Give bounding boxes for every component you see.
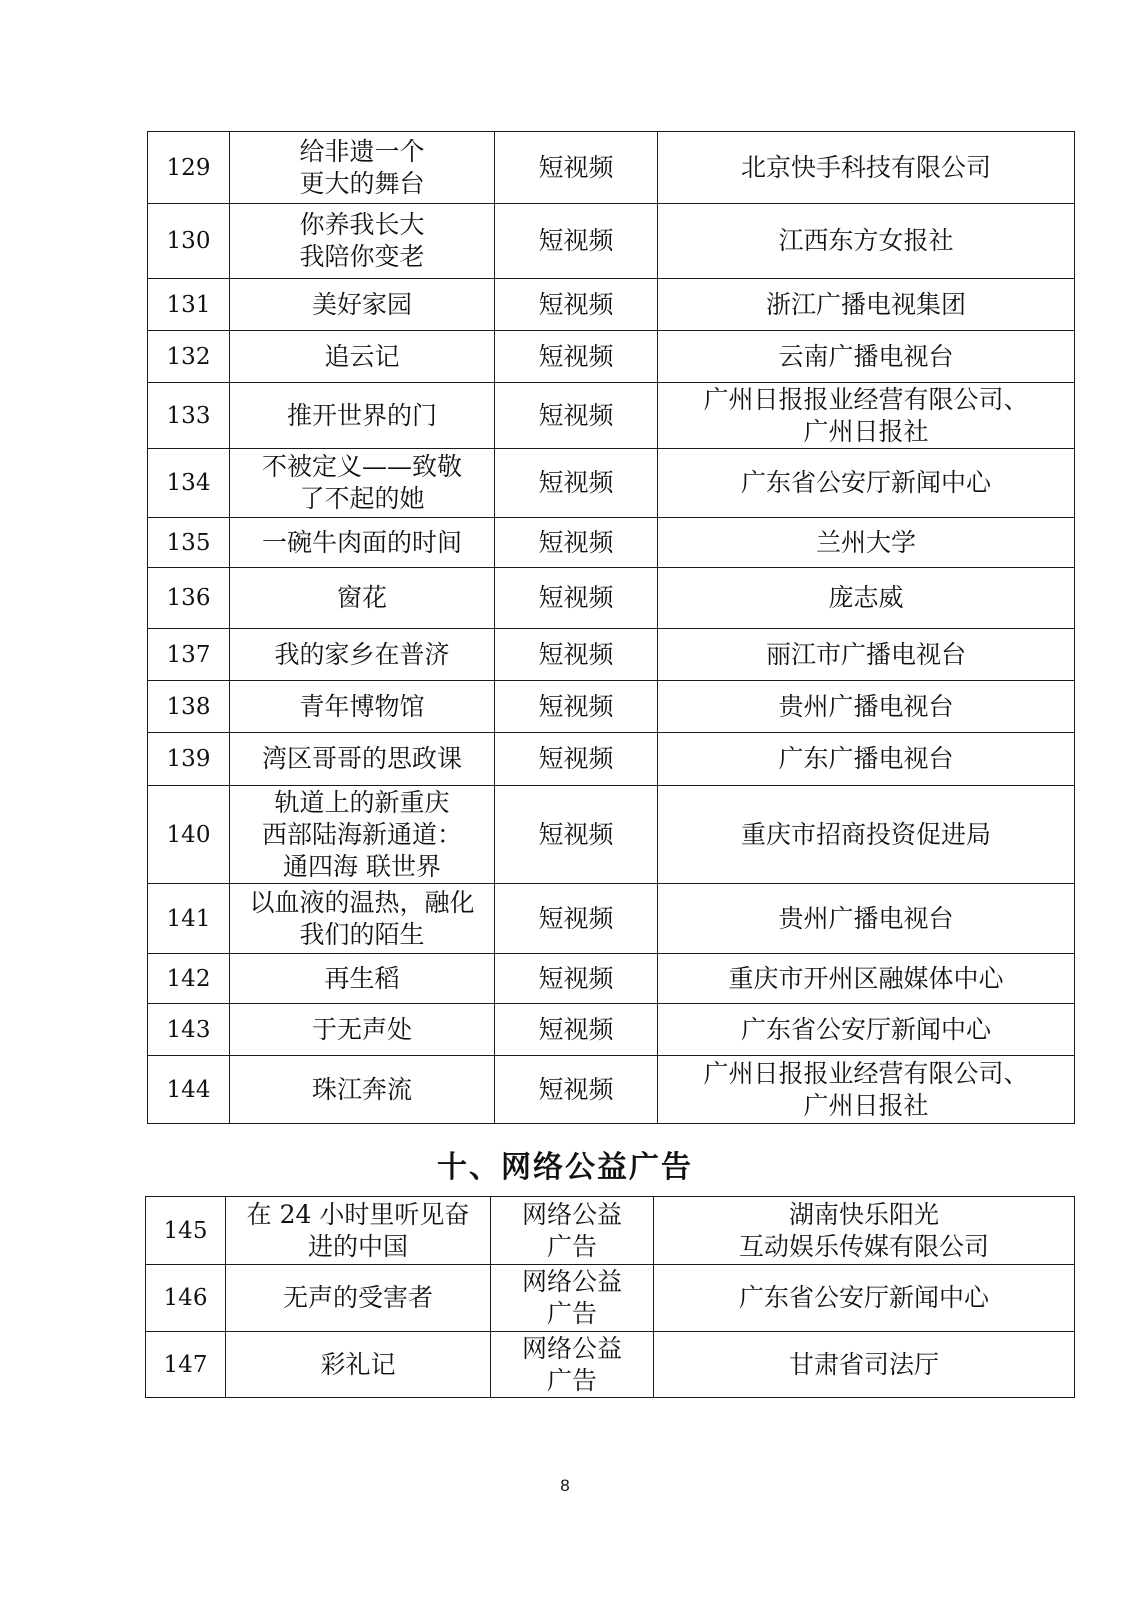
cell-number: 144: [148, 1056, 230, 1124]
table-row: [148, 331, 1075, 383]
cell-category-line: 短视频: [538, 341, 614, 371]
cell-category: [495, 954, 658, 1004]
cell-work-title-line: 于无声处: [311, 1014, 412, 1044]
cell-category-line: 短视频: [538, 226, 614, 255]
table-row: [148, 954, 1075, 1004]
cell-category-line: 广告: [546, 1365, 597, 1395]
cell-category: [495, 1056, 658, 1124]
cell-category: [495, 786, 658, 884]
cell-category: [495, 449, 658, 518]
cell-number: 135: [148, 518, 230, 568]
cell-organization: [658, 518, 1075, 568]
cell-category: [495, 1004, 658, 1056]
cell-organization: [658, 733, 1075, 786]
cell-work-title-line: 追云记: [324, 341, 400, 371]
section-heading: 十、网络公益广告: [437, 1150, 693, 1185]
cell-work-title: [230, 786, 495, 884]
cell-category-line: 网络公益: [521, 1199, 622, 1229]
cell-work-title: [230, 733, 495, 786]
table-row: [148, 449, 1075, 518]
cell-work-title-line: 通四海 联世界: [283, 851, 441, 881]
table-row: [148, 518, 1075, 568]
cell-work-title-line: 湾区哥哥的思政课: [261, 744, 462, 773]
cell-organization-line: 甘肃省司法厅: [788, 1349, 939, 1379]
table-row: [148, 204, 1075, 279]
cell-category-line: 短视频: [538, 152, 614, 182]
cell-work-title: [230, 681, 495, 733]
cell-number: 130: [148, 204, 230, 279]
cell-organization-line: 广州日报社: [803, 1090, 929, 1120]
cell-number: 133: [148, 383, 230, 449]
cell-work-title-line: 我的家乡在普济: [274, 639, 450, 669]
table-row: [148, 132, 1075, 204]
cell-category-line: 短视频: [538, 468, 614, 497]
cell-work-title: [226, 1332, 491, 1398]
cell-work-title-line: 无声的受害者: [282, 1283, 433, 1312]
award-table-body: [146, 1197, 1075, 1398]
cell-work-title-line: 在 24 小时里听见奋: [246, 1199, 470, 1229]
cell-category: [495, 132, 658, 204]
cell-organization: [658, 786, 1075, 884]
cell-category: [495, 733, 658, 786]
cell-organization: [658, 884, 1075, 954]
cell-category-line: 短视频: [538, 583, 614, 612]
cell-work-title-line: 给非遗一个: [299, 136, 425, 166]
cell-organization: [658, 1004, 1075, 1056]
table-row: [146, 1265, 1075, 1332]
cell-organization: [658, 568, 1075, 629]
table-row: [148, 629, 1075, 681]
cell-work-title-line: 更大的舞台: [299, 168, 425, 198]
cell-work-title: [230, 1056, 495, 1124]
cell-category: [491, 1197, 654, 1265]
cell-organization-line: 广东省公安厅新闻中心: [740, 1014, 991, 1044]
table-row: [148, 383, 1075, 449]
table-row: [148, 568, 1075, 629]
cell-organization-line: 重庆市招商投资促进局: [740, 819, 991, 849]
cell-work-title: [230, 518, 495, 568]
cell-work-title: [226, 1265, 491, 1332]
cell-organization: [658, 331, 1075, 383]
cell-category: [495, 331, 658, 383]
cell-work-title: [230, 629, 495, 681]
cell-organization-line: 贵州广播电视台: [778, 903, 954, 933]
cell-number: 137: [148, 629, 230, 681]
cell-category: [491, 1265, 654, 1332]
cell-number: 145: [146, 1197, 226, 1265]
cell-number: 140: [148, 786, 230, 884]
cell-number: 147: [146, 1332, 226, 1398]
table-row: [146, 1332, 1075, 1398]
cell-number: 138: [148, 681, 230, 733]
cell-category: [495, 204, 658, 279]
cell-organization: [658, 204, 1075, 279]
cell-organization-line: 庞志威: [828, 583, 904, 612]
cell-organization-line: 广州日报社: [803, 416, 929, 446]
cell-category: [495, 629, 658, 681]
award-table-short-video: [147, 131, 1075, 1124]
cell-work-title: [226, 1197, 491, 1265]
cell-number: 136: [148, 568, 230, 629]
cell-organization-line: 兰州大学: [815, 527, 916, 557]
cell-organization: [658, 279, 1075, 331]
cell-number: 139: [148, 733, 230, 786]
cell-organization-line: 广州日报报业经营有限公司、: [703, 1058, 1029, 1088]
table-row: [148, 681, 1075, 733]
cell-number: 131: [148, 279, 230, 331]
cell-work-title-line: 以血液的温热，融化: [249, 887, 475, 917]
cell-work-title-line: 我们的陌生: [299, 919, 425, 949]
cell-work-title: [230, 279, 495, 331]
cell-organization: [658, 681, 1075, 733]
cell-work-title-line: 你养我长大: [299, 210, 425, 239]
cell-work-title-line: 彩礼记: [320, 1349, 396, 1379]
cell-work-title: [230, 383, 495, 449]
cell-category-line: 网络公益: [521, 1267, 622, 1296]
cell-category: [495, 383, 658, 449]
cell-organization-line: 贵州广播电视台: [778, 691, 954, 721]
cell-work-title: [230, 568, 495, 629]
cell-organization: [658, 132, 1075, 204]
cell-organization-line: 广东省公安厅新闻中心: [738, 1283, 989, 1312]
cell-category-line: 短视频: [538, 744, 614, 773]
cell-category-line: 短视频: [538, 639, 614, 669]
cell-category-line: 短视频: [538, 903, 614, 933]
cell-organization: [658, 954, 1075, 1004]
cell-number: 132: [148, 331, 230, 383]
cell-work-title: [230, 331, 495, 383]
table-row: [148, 1004, 1075, 1056]
table-row: [148, 1056, 1075, 1124]
cell-work-title-line: 了不起的她: [299, 484, 425, 513]
cell-organization: [658, 629, 1075, 681]
cell-work-title-line: 西部陆海新通道：: [261, 819, 462, 849]
cell-number: 142: [148, 954, 230, 1004]
cell-category-line: 广告: [546, 1231, 597, 1261]
cell-work-title-line: 青年博物馆: [299, 691, 425, 721]
cell-organization: [654, 1265, 1075, 1332]
table-row: [148, 279, 1075, 331]
cell-organization: [654, 1332, 1075, 1398]
cell-category-line: 短视频: [538, 289, 614, 319]
cell-number: 134: [148, 449, 230, 518]
cell-category: [495, 884, 658, 954]
cell-work-title: [230, 884, 495, 954]
cell-category-line: 短视频: [538, 1074, 614, 1104]
cell-organization: [658, 383, 1075, 449]
cell-work-title: [230, 132, 495, 204]
cell-category: [495, 518, 658, 568]
award-table-public-ads: [145, 1196, 1075, 1398]
table-row: [148, 884, 1075, 954]
cell-work-title-line: 轨道上的新重庆: [274, 787, 450, 817]
cell-organization-line: 广东省公安厅新闻中心: [740, 468, 991, 497]
cell-organization-line: 北京快手科技有限公司: [740, 152, 991, 182]
cell-category: [495, 681, 658, 733]
cell-number: 129: [148, 132, 230, 204]
cell-category: [491, 1332, 654, 1398]
cell-category: [495, 279, 658, 331]
cell-number: 141: [148, 884, 230, 954]
cell-work-title-line: 珠江奔流: [311, 1074, 412, 1104]
cell-category-line: 网络公益: [521, 1333, 622, 1363]
cell-work-title-line: 不被定义——致敬: [261, 452, 462, 481]
cell-category-line: 短视频: [538, 1014, 614, 1044]
cell-work-title-line: 窗花: [336, 583, 387, 612]
cell-work-title-line: 进的中国: [307, 1231, 408, 1261]
cell-organization-line: 江西东方女报社: [778, 226, 954, 255]
cell-work-title: [230, 449, 495, 518]
cell-category-line: 短视频: [538, 527, 614, 557]
cell-organization-line: 丽江市广播电视台: [765, 639, 966, 669]
page-number: 8: [560, 1476, 570, 1495]
table-row: [146, 1197, 1075, 1265]
cell-organization-line: 湖南快乐阳光: [788, 1199, 939, 1229]
cell-work-title: [230, 1004, 495, 1056]
cell-organization-line: 广东广播电视台: [778, 744, 954, 773]
cell-organization: [658, 1056, 1075, 1124]
cell-work-title: [230, 954, 495, 1004]
cell-organization: [658, 449, 1075, 518]
cell-work-title-line: 美好家园: [311, 289, 412, 319]
cell-organization-line: 互动娱乐传媒有限公司: [738, 1231, 989, 1261]
cell-organization-line: 广州日报报业经营有限公司、: [703, 384, 1029, 414]
cell-category-line: 短视频: [538, 819, 614, 849]
cell-organization-line: 重庆市开州区融媒体中心: [728, 963, 1004, 993]
cell-category-line: 短视频: [538, 963, 614, 993]
cell-organization-line: 浙江广播电视集团: [765, 289, 966, 319]
cell-work-title-line: 推开世界的门: [286, 400, 437, 430]
award-table-body: [148, 132, 1075, 1124]
table-row: [148, 786, 1075, 884]
cell-work-title-line: 再生稻: [324, 963, 400, 993]
cell-number: 143: [148, 1004, 230, 1056]
cell-organization: [654, 1197, 1075, 1265]
cell-category-line: 广告: [546, 1299, 597, 1328]
cell-category: [495, 568, 658, 629]
table-row: [148, 733, 1075, 786]
cell-number: 146: [146, 1265, 226, 1332]
cell-category-line: 短视频: [538, 691, 614, 721]
cell-organization-line: 云南广播电视台: [778, 341, 954, 371]
cell-work-title-line: 我陪你变老: [299, 242, 425, 271]
cell-work-title: [230, 204, 495, 279]
cell-work-title-line: 一碗牛肉面的时间: [261, 527, 462, 557]
cell-category-line: 短视频: [538, 400, 614, 430]
